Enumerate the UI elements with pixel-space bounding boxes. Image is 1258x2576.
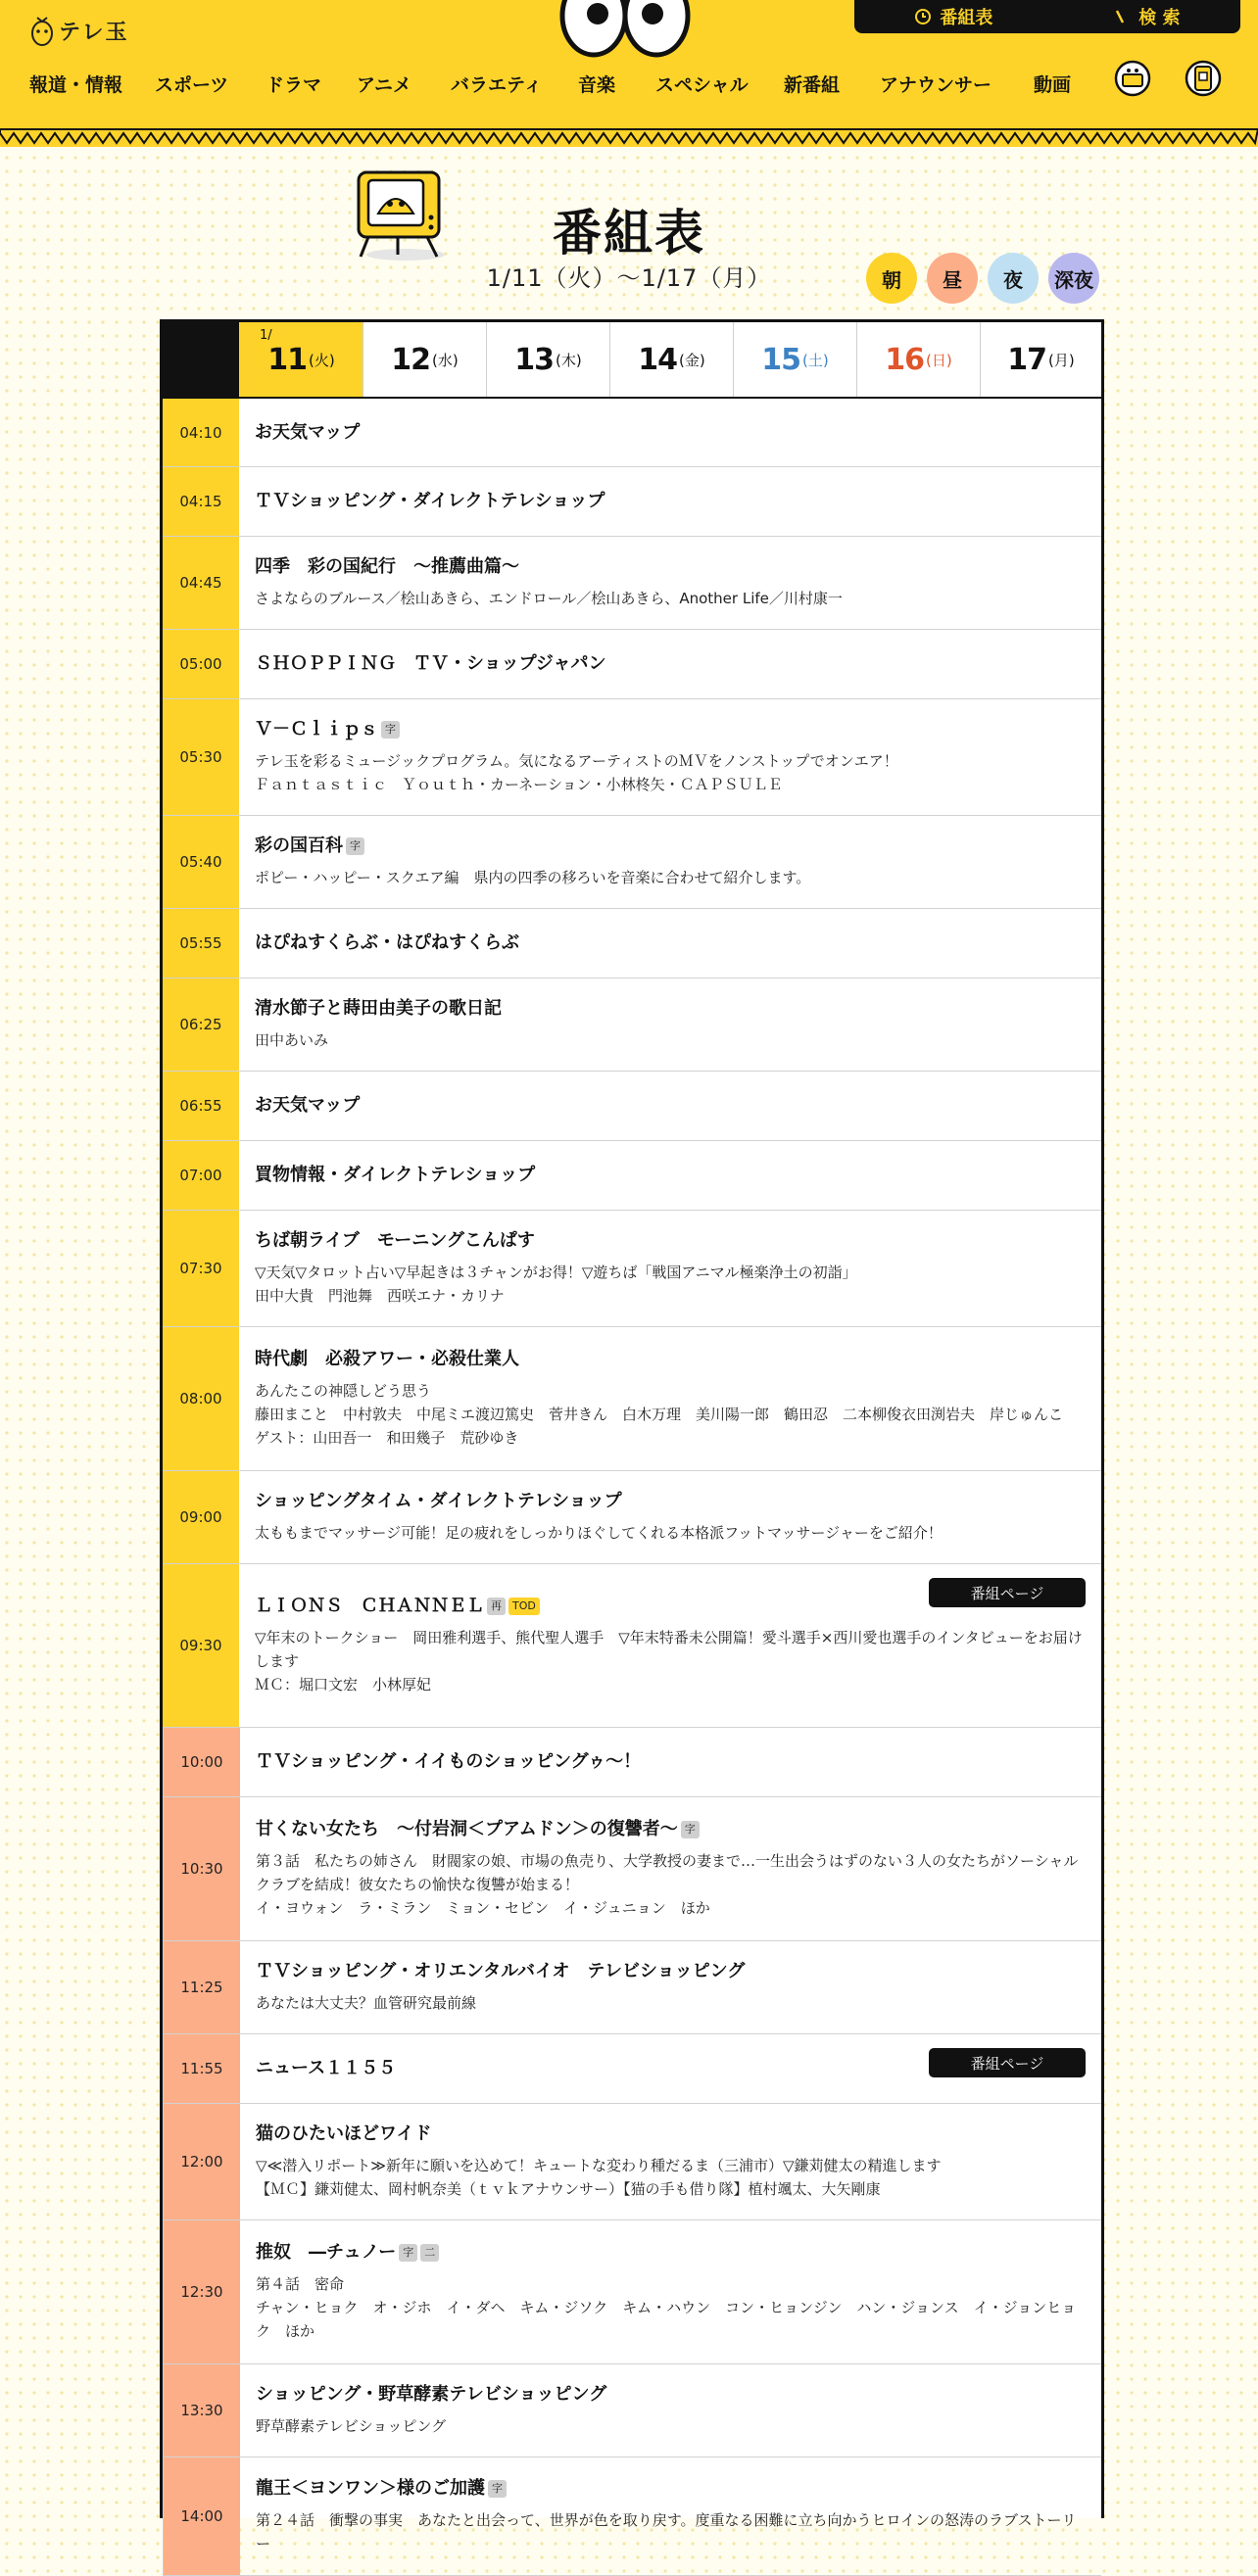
program-row[interactable] (163, 1072, 1101, 1141)
tod-label: 昼 (943, 267, 962, 292)
program-page-button[interactable]: 番組ページ (929, 1578, 1086, 1607)
program-title[interactable]: 推奴 ―チュノー (256, 2242, 397, 2263)
program-info (239, 467, 1101, 536)
program-info (239, 1211, 1101, 1326)
program-title-line (256, 1960, 1086, 1983)
day-tab-weekday: (木) (556, 351, 582, 369)
schedule-link-label: 番組表 (940, 8, 993, 28)
program-badge: TOD (508, 1598, 540, 1615)
program-title[interactable]: ショッピング・野草酵素テレビショッピング (256, 2384, 607, 2405)
day-tab-date: 11 (267, 342, 308, 377)
program-description-line: 田中あいみ (255, 1031, 329, 1049)
program-description-line: 野草酵素テレビショッピング (256, 2417, 447, 2435)
program-time: 05:55 (163, 909, 239, 978)
main-nav (29, 69, 1092, 98)
day-tab-weekday: (金) (679, 351, 705, 369)
program-info (239, 1141, 1101, 1210)
program-info (240, 2104, 1101, 2219)
program-description-line: ▽≪潜入リポート≫新年に願いを込めて！キュートな変わり種だるま（三浦市）▽鎌苅健太の精進します (256, 2157, 942, 2174)
program-description-line: ▽天気▽タロット占い▽早起きは３チャンがお得！▽遊ちば「戦国アニマル極楽浄土の初詣」 (255, 1264, 857, 1281)
program-title-line (255, 1490, 1086, 1513)
program-row[interactable] (163, 2104, 1101, 2220)
program-info (240, 1941, 1101, 2033)
program-time: 11:55 (163, 2034, 240, 2103)
program-time: 05:40 (163, 816, 239, 908)
day-tabs (163, 322, 1101, 399)
program-info (239, 537, 1101, 629)
mascot-eyes-icon (556, 0, 694, 59)
program-description (255, 587, 1086, 610)
day-tab-weekday: (水) (432, 351, 459, 369)
program-title[interactable]: 買物情報・ダイレクトテレショップ (255, 1165, 536, 1185)
site-header (0, 0, 1258, 147)
search-link[interactable] (1113, 4, 1180, 29)
nav-announcer[interactable]: アナウンサー (880, 73, 992, 96)
program-title[interactable]: 彩の国百科 (255, 835, 343, 856)
program-info (239, 399, 1101, 466)
program-description (256, 2154, 1086, 2201)
program-title[interactable]: ショッピングタイム・ダイレクトテレショップ (255, 1491, 622, 1511)
program-title-line (256, 2123, 1086, 2146)
program-title-line (256, 1750, 1086, 1774)
program-time: 12:30 (163, 2220, 240, 2363)
program-row[interactable] (163, 1941, 1101, 2034)
program-time: 13:30 (163, 2364, 240, 2457)
program-info (239, 1072, 1101, 1140)
program-description-line: 田中大貴 門池舞 西咲エナ・カリナ (255, 1287, 505, 1305)
search-link-label: 検 索 (1138, 8, 1181, 28)
program-row[interactable] (163, 2034, 1101, 2104)
program-badge: 二 (420, 2244, 439, 2262)
program-title[interactable]: ニュース１１５５ (256, 2058, 397, 2078)
program-row[interactable] (163, 1471, 1101, 1564)
program-description (255, 1521, 1086, 1545)
day-tab-weekday: (日) (926, 351, 952, 369)
day-tab-weekday: (月) (1048, 351, 1075, 369)
tod-label: 深夜 (1054, 267, 1093, 292)
time-of-day-evening[interactable] (988, 253, 1039, 304)
program-row[interactable] (163, 399, 1101, 467)
program-title-line (256, 2477, 1086, 2501)
program-title-line (256, 1818, 1086, 1841)
tod-label: 夜 (1003, 267, 1023, 292)
program-description-line: ＭＣ：堀口文宏 小林厚妃 (255, 1676, 432, 1693)
nav-news[interactable]: 報道・情報 (29, 73, 123, 96)
nav-music[interactable]: 音楽 (578, 73, 616, 96)
program-info (240, 2457, 1101, 2575)
program-row[interactable] (163, 630, 1101, 699)
site-logo[interactable] (29, 14, 129, 47)
program-info (240, 2034, 1101, 2103)
day-tab-date: 15 (761, 342, 801, 377)
program-row[interactable] (163, 978, 1101, 1072)
program-title-line (255, 718, 1086, 741)
search-icon (1113, 8, 1131, 25)
program-row[interactable] (163, 467, 1101, 537)
program-title[interactable]: 四季 彩の国紀行 ～推薦曲篇～ (255, 556, 519, 577)
teletama-app-icon[interactable] (1182, 55, 1225, 98)
program-title-line (255, 1348, 1086, 1371)
program-info (239, 1327, 1101, 1470)
program-title[interactable]: はぴねすくらぶ・はぴねすくらぶ (255, 932, 519, 953)
program-page-button[interactable]: 番組ページ (929, 2048, 1086, 2077)
program-badge: 字 (399, 2244, 417, 2262)
day-tab-date: 17 (1007, 342, 1047, 377)
nav-anime[interactable]: アニメ (357, 73, 412, 96)
program-info (239, 909, 1101, 978)
program-row[interactable] (163, 1327, 1101, 1471)
teletama-mascot-icon[interactable] (1111, 55, 1154, 98)
day-tab-date: 12 (391, 342, 431, 377)
program-title-line (256, 2383, 1086, 2407)
program-row[interactable] (163, 699, 1101, 816)
program-description-line: 第３話 私たちの姉さん 財閥家の娘、市場の魚売り、大学教授の妻まで…一生出会うはずのない３人の女たちがソーシャルクラブを結成！彼女たちの愉快な復讐が始まる！ (256, 1852, 1079, 1893)
program-description-line: Ｆａｎｔａｓｔｉｃ Ｙｏｕｔｈ・カーネーション・小林柊矢・ＣＡＰＳＵＬＥ (255, 776, 783, 793)
program-row[interactable] (163, 1141, 1101, 1211)
program-title-line (255, 1164, 1086, 1187)
nav-special[interactable]: スペシャル (655, 73, 749, 96)
program-description (256, 1991, 1086, 2015)
program-time: 07:00 (163, 1141, 239, 1210)
program-info (240, 2364, 1101, 2457)
program-time: 08:00 (163, 1327, 239, 1470)
day-tab-15[interactable] (733, 322, 856, 397)
program-info (239, 1564, 1101, 1727)
teletama-egg-icon (29, 14, 55, 47)
program-description (256, 2508, 1086, 2555)
top-utility-bar (854, 0, 1240, 33)
program-title[interactable]: 甘くない女たち ～付岩洞＜プアムドン＞の復讐者～ (256, 1819, 678, 1839)
program-time: 11:25 (163, 1941, 240, 2033)
day-tab-date: 16 (885, 342, 925, 377)
program-title[interactable]: 時代劇 必殺アワー・必殺仕業人 (255, 1349, 519, 1369)
program-description-line: イ・ヨウォン ラ・ミラン ミョン・セビン イ・ジュニョン ほか (256, 1899, 710, 1917)
program-time: 10:00 (163, 1728, 240, 1796)
program-description-line: あんたこの神隠しどう思う (255, 1382, 432, 1400)
day-tab-12[interactable] (363, 322, 486, 397)
day-tab-17[interactable] (980, 322, 1101, 397)
program-info (240, 2220, 1101, 2363)
program-description-line: 第２４話 衝撃の事実 あなたと出会って、世界が色を取り戻す。度重なる困難に立ち向かうヒロインの怒涛のラブストーリー (256, 2511, 1077, 2552)
program-time: 06:25 (163, 978, 239, 1071)
program-description (255, 1261, 1086, 1308)
program-row[interactable] (163, 909, 1101, 978)
program-description (255, 1379, 1086, 1450)
program-info (239, 630, 1101, 698)
date-range: 1/11（火）〜1/17（月） (486, 264, 772, 292)
program-time: 10:30 (163, 1797, 240, 1940)
clock-icon (914, 8, 932, 25)
program-row[interactable] (163, 816, 1101, 909)
program-title-line (255, 421, 1086, 445)
nav-new-programs[interactable]: 新番組 (784, 73, 841, 96)
program-info (239, 699, 1101, 815)
time-of-day-morning[interactable] (866, 253, 917, 304)
nav-drama[interactable]: ドラマ (266, 73, 322, 96)
header-zigzag-edge (0, 129, 1258, 151)
program-title-line (255, 1229, 1086, 1253)
program-row[interactable] (163, 2220, 1101, 2364)
time-of-day-late-night[interactable] (1048, 253, 1099, 304)
program-description-line: あなたは大丈夫？血管研究最前線 (256, 1994, 477, 2012)
program-description-line: ポピー・ハッピー・スクエア編 県内の四季の移ろいを音楽に合わせて紹介します。 (255, 869, 811, 886)
program-description (256, 2414, 1086, 2438)
program-row[interactable] (163, 1564, 1101, 1728)
program-title-line (255, 1094, 1086, 1118)
program-badge: 字 (488, 2480, 507, 2498)
logo-text: テレ玉 (59, 20, 129, 45)
page-title: 番組表 (553, 205, 705, 262)
day-tab-11[interactable] (239, 322, 363, 397)
nav-sports[interactable]: スポーツ (155, 73, 229, 96)
program-row[interactable] (163, 1797, 1101, 1941)
program-time: 05:30 (163, 699, 239, 815)
program-time: 14:00 (163, 2457, 240, 2575)
day-tab-14[interactable] (609, 322, 733, 397)
program-title-line (255, 555, 1086, 579)
program-description-line: 藤田まこと 中村敦夫 中尾ミエ渡辺篤史 菅井きん 白木万理 美川陽一郎 鶴田忍 二本柳俊衣田渕岩夫 岸じゅんこ ゲスト：山田吾一 和田幾子 荒砂ゆき (255, 1406, 1079, 1447)
program-description-line: 【ＭＣ】鎌苅健太、岡村帆奈美（ｔｖｋアナウンサー）【猫の手も借り隊】植村颯太、大矢剛康 (256, 2180, 881, 2198)
program-info (240, 1728, 1101, 1796)
program-row[interactable] (163, 2457, 1101, 2576)
program-time: 07:30 (163, 1211, 239, 1326)
program-title[interactable]: お天気マップ (255, 1095, 361, 1116)
program-time: 04:10 (163, 399, 239, 466)
program-title[interactable]: ＴＶショッピング・オリエンタルバイオ テレビショッピング (256, 1961, 746, 1981)
program-time: 09:30 (163, 1564, 239, 1727)
program-title-line (255, 997, 1086, 1021)
nav-video[interactable]: 動画 (1034, 73, 1072, 96)
program-title-line (255, 835, 1086, 858)
program-description (255, 866, 1086, 889)
program-title-line (256, 2241, 1086, 2265)
program-badge: 再 (487, 1598, 506, 1615)
program-title[interactable]: ＳＨＯＰＰＩＮＧ ＴＶ・ショップジャパン (255, 653, 606, 674)
program-row[interactable] (163, 2364, 1101, 2457)
program-description-line: テレ玉を彩るミュージックプログラム。気になるアーティストのＭＶをノンストップでオンエア！ (255, 752, 898, 770)
program-time: 04:15 (163, 467, 239, 536)
day-tabs-corner (163, 322, 239, 397)
program-row[interactable] (163, 1211, 1101, 1327)
program-title[interactable]: 猫のひたいほどワイド (256, 2123, 432, 2144)
program-description (255, 1626, 1086, 1696)
program-time: 06:55 (163, 1072, 239, 1140)
program-info (240, 1797, 1101, 1940)
program-description-line: さよならのブルース／桧山あきら、エンドロール／桧山あきら、Another Life／川村康一 (255, 590, 843, 607)
program-title[interactable]: お天気マップ (255, 421, 361, 443)
program-badge: 字 (681, 1821, 700, 1838)
program-description-line: 第４話 密命 (256, 2275, 345, 2293)
program-time: 09:00 (163, 1471, 239, 1563)
program-schedule (160, 319, 1104, 2552)
program-title-line (255, 931, 1086, 955)
program-title-line (255, 490, 1086, 513)
program-time: 12:00 (163, 2104, 240, 2219)
program-row[interactable] (163, 537, 1101, 630)
program-description (255, 749, 1086, 796)
time-of-day-daytime[interactable] (927, 253, 978, 304)
program-title[interactable]: ＴＶショッピング・イイものショッピングゥ～！ (256, 1751, 642, 1772)
program-row[interactable] (163, 1728, 1101, 1797)
nav-variety[interactable]: バラエティ (451, 73, 543, 96)
program-info (239, 816, 1101, 908)
program-info (239, 978, 1101, 1071)
program-description-line: チャン・ヒョク オ・ジホ イ・ダヘ キム・ジソク キム・ハウン コン・ヒョンジン ハン・ジョンス イ・ジョンヒョク ほか (256, 2299, 1077, 2340)
day-tab-date: 13 (514, 342, 555, 377)
program-title[interactable]: 清水節子と蒔田由美子の歌日記 (255, 998, 502, 1019)
program-description (255, 1028, 1086, 1052)
day-tab-16[interactable] (856, 322, 980, 397)
tod-label: 朝 (882, 267, 901, 292)
program-title[interactable]: ちば朝ライブ モーニングこんぱす (255, 1230, 535, 1251)
program-title[interactable]: Ｖ－Ｃｌｉｐｓ (255, 719, 378, 739)
day-tab-month: 1/ (260, 328, 272, 343)
program-description (256, 2272, 1086, 2343)
program-description (256, 1849, 1086, 1920)
program-badge: 字 (346, 837, 364, 855)
program-time: 05:00 (163, 630, 239, 698)
program-time: 04:45 (163, 537, 239, 629)
program-title[interactable]: ＬＩＯＮＳ ＣＨＡＮＮＥＬ (255, 1596, 484, 1616)
program-description-line: 太ももまでマッサージ可能！足の疲れをしっかりほぐしてくれる本格派フットマッサージャーをご紹介！ (255, 1524, 943, 1542)
program-title[interactable]: 龍王＜ヨンワン＞様のご加護 (256, 2478, 485, 2499)
program-badge: 字 (381, 721, 400, 739)
program-title[interactable]: ＴＶショッピング・ダイレクトテレショップ (255, 491, 605, 511)
program-info (239, 1471, 1101, 1563)
day-tab-date: 14 (638, 342, 678, 377)
program-description-line: ▽年末のトークショー 岡田雅利選手、熊代聖人選手 ▽年末特番未公開篇！愛斗選手×西川愛也選手のインタビューをお届けします (255, 1629, 1083, 1670)
day-tab-weekday: (火) (309, 351, 335, 369)
day-tab-13[interactable] (486, 322, 609, 397)
day-tab-weekday: (土) (802, 351, 829, 369)
program-list (163, 399, 1101, 2576)
program-title-line (255, 652, 1086, 676)
schedule-link[interactable] (914, 4, 992, 29)
